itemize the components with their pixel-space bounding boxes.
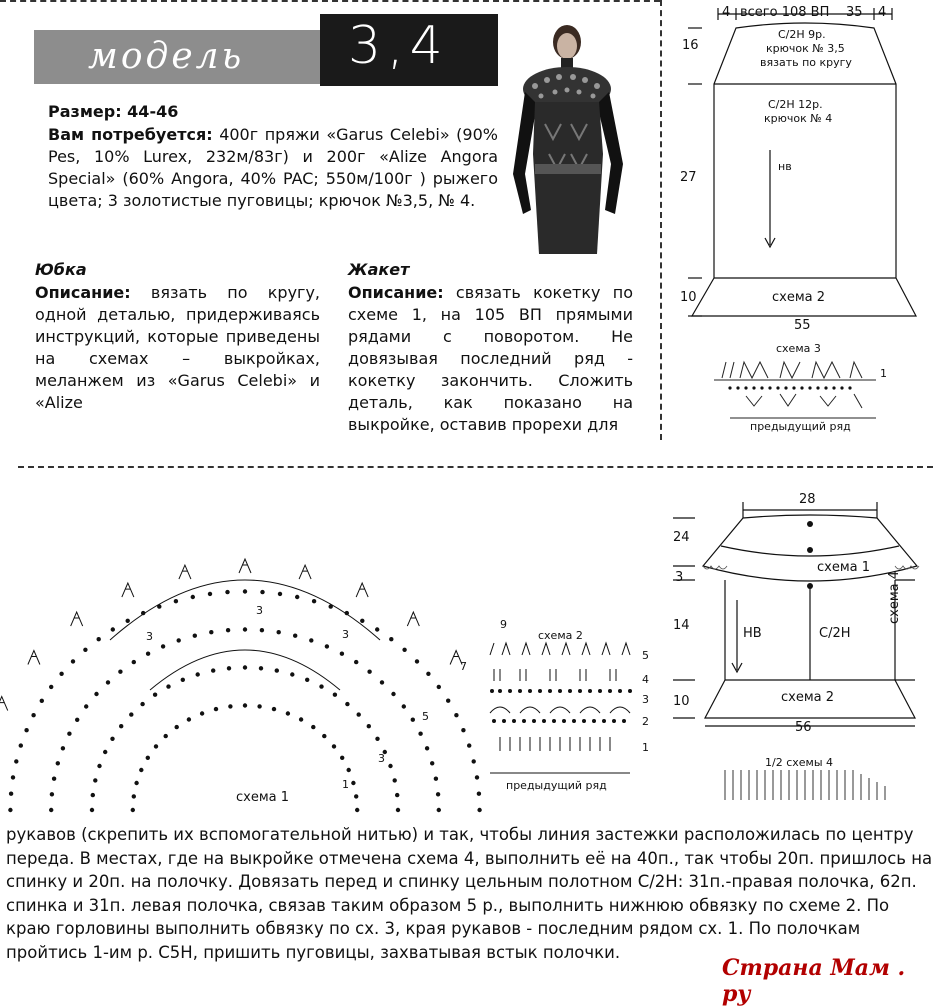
chain-stitch-dot	[475, 775, 479, 779]
chain-stitch-dot	[226, 628, 230, 632]
dc-stitch-fan	[122, 583, 134, 597]
chain-stitch-dot	[295, 595, 299, 599]
chain-stitch-dot	[153, 693, 157, 697]
chain-stitch-dot	[208, 592, 212, 596]
skirt-top-left: 4	[722, 5, 731, 20]
chain-stitch-dot	[418, 732, 422, 736]
jacket-width-56: 56	[795, 720, 812, 735]
chain-stitch-dot	[126, 619, 130, 623]
chain-stitch-dot	[225, 590, 229, 594]
chain-stitch-dot	[103, 750, 107, 754]
jacket-height-3: 3	[675, 570, 684, 585]
chain-stitch-dot	[191, 595, 195, 599]
chain-stitch-dot	[472, 759, 476, 763]
chain-stitch-dot	[319, 684, 323, 688]
chain-stitch-dot	[351, 781, 355, 785]
banner-model-word: модель	[88, 36, 245, 77]
scheme2-row-4: 4	[642, 673, 649, 686]
chain-stitch-dot	[164, 734, 168, 738]
scheme1-inner-3: 3	[342, 628, 349, 641]
chain-stitch-dot	[91, 793, 95, 797]
chain-stitch-dot	[129, 712, 133, 716]
skirt-label-2: крючок № 3,5	[766, 42, 845, 55]
skirt-top-mid: всего 108 ВП	[740, 5, 830, 20]
chain-stitch-dot	[380, 680, 384, 684]
chain-stitch-dot	[425, 746, 429, 750]
chain-stitch-dot	[166, 684, 170, 688]
chain-stitch-dot	[61, 746, 65, 750]
chain-stitch-dot	[259, 666, 263, 670]
chain-stitch-dot	[134, 781, 138, 785]
chain-stitch-dot	[461, 728, 465, 732]
chain-stitch-dot	[243, 627, 247, 631]
chain-stitch-dot	[146, 756, 150, 760]
chain-stitch-dot	[132, 794, 136, 798]
jacket-scheme4: схема 4	[887, 570, 902, 624]
chain-stitch-dot	[209, 630, 213, 634]
chain-stitch-dot	[93, 778, 97, 782]
chain-stitch-dot	[11, 775, 15, 779]
chain-stitch-dot	[360, 619, 364, 623]
chain-stitch-dot	[161, 644, 165, 648]
skirt-pattern-diagram	[670, 0, 938, 445]
chain-stitch-dot	[31, 713, 35, 717]
scheme2-row-2: 2	[642, 715, 649, 728]
scheme1-chart	[0, 480, 507, 810]
chain-stitch-dot	[97, 764, 101, 768]
dc-stitch-fan	[239, 559, 251, 573]
scheme1-row-5: 5	[422, 710, 429, 723]
skirt-prev-row: предыдущий ряд	[750, 420, 851, 433]
chain-stitch-dot	[181, 678, 185, 682]
chain-stitch-dot	[325, 644, 329, 648]
chain-stitch-dot	[293, 634, 297, 638]
chain-stitch-dot	[111, 627, 115, 631]
skirt-height-10: 10	[680, 290, 697, 305]
skirt-nv: нв	[778, 160, 792, 173]
dc-stitch-fan	[71, 612, 83, 626]
jacket-scheme2: схема 2	[781, 690, 835, 705]
skirt-description	[35, 282, 320, 414]
chain-stitch-dot	[278, 592, 282, 596]
chain-stitch-dot	[389, 637, 393, 641]
scheme1-row-3: 3	[378, 752, 385, 765]
site-watermark: Страна Мам . ру	[722, 955, 906, 1007]
chain-stitch-dot	[375, 627, 379, 631]
jacket-c2h: С/2Н	[819, 626, 851, 641]
chain-stitch-dot	[228, 704, 232, 708]
vertical-dashed-line	[660, 0, 662, 440]
chain-stitch-dot	[430, 761, 434, 765]
jacket-description	[348, 282, 633, 436]
chain-stitch-dot	[477, 808, 481, 812]
skirt-label-5: крючок № 4	[764, 112, 833, 125]
skirt-label-4: С/2Н 12р.	[768, 98, 823, 111]
chain-stitch-dot	[154, 744, 158, 748]
skirt-heading: Юбка	[35, 260, 87, 279]
dc-stitch-fan	[299, 565, 311, 579]
chain-stitch-dot	[446, 699, 450, 703]
skirt-scheme3: схема 3	[776, 342, 821, 355]
jacket-desc-text: связать кокетку по схеме 1, на 105 ВП прямыми рядами с поворотом. Не довязывая последний ряд - кокетку закончить. Сложить деталь, как показано на выкройке, оставив прорехи для	[348, 283, 633, 434]
chain-stitch-dot	[94, 692, 98, 696]
chain-stitch-dot	[345, 702, 349, 706]
bottom-instructions: рукавов (скрепить их вспомогательной нитью) и так, чтобы линия застежки расположилась по центру переда. В местах, где на выкройке отмечена схема 4, выполнить её на 40п., так чтобы 20п. пришлось на спинку и 20п. на полочку. Довязать перед и спинку цельным полотном С/2Н: 31п.-правая полочка, 62п. спинка и 31п. левая полочка, связав таким образом 5 р., выполнить нижнюю обвязку по схеме 2. По краю горловины выполнить обвязку по сх. 3, края рукавов - последним рядом сх. 1. По полочкам пройтись 1-им р. С5Н, пришить пуговицы, захватывая встык полочки.	[6, 825, 933, 962]
chain-stitch-dot	[52, 777, 56, 781]
skirt-height-16: 16	[682, 38, 699, 53]
chain-stitch-dot	[175, 725, 179, 729]
skirt-label-1: С/2Н 9р.	[778, 28, 826, 41]
scheme2-prev-row: предыдущий ряд	[506, 779, 607, 792]
chain-stitch-dot	[354, 660, 358, 664]
chain-stitch-dot	[257, 704, 261, 708]
chain-stitch-dot	[49, 808, 53, 812]
scheme1-row-9: 9	[500, 618, 507, 631]
chain-stitch-dot	[340, 756, 344, 760]
chain-stitch-dot	[118, 670, 122, 674]
chain-stitch-dot	[187, 717, 191, 721]
chain-stitch-dot	[227, 666, 231, 670]
scheme1-inner-2: 3	[256, 604, 263, 617]
jacket-scheme1: схема 1	[817, 560, 871, 575]
chain-stitch-dot	[140, 702, 144, 706]
chain-stitch-dot	[110, 737, 114, 741]
chain-stitch-dot	[402, 704, 406, 708]
chain-stitch-dot	[97, 637, 101, 641]
chain-stitch-dot	[139, 768, 143, 772]
chain-stitch-dot	[340, 652, 344, 656]
chain-stitch-dot	[437, 685, 441, 689]
chain-stitch-dot	[277, 630, 281, 634]
top-dashed-line	[0, 0, 660, 3]
materials-label: Вам потребуется:	[48, 125, 213, 144]
chain-stitch-dot	[434, 777, 438, 781]
chain-stitch-dot	[312, 599, 316, 603]
chain-stitch-dot	[426, 672, 430, 676]
jacket-heading: Жакет	[348, 260, 410, 279]
size-info: Размер: 44-46	[48, 102, 179, 121]
chain-stitch-dot	[437, 808, 441, 812]
model-photo	[505, 14, 655, 254]
chain-stitch-dot	[146, 652, 150, 656]
chain-stitch-dot	[391, 692, 395, 696]
jacket-nv: НВ	[743, 626, 762, 641]
scheme1-label: схема 1	[236, 790, 290, 805]
jacket-height-10: 10	[673, 694, 690, 709]
scheme1-row-1: 1	[342, 778, 349, 791]
chain-stitch-dot	[332, 744, 336, 748]
chain-stitch-dot	[357, 712, 361, 716]
chain-stitch-dot	[333, 693, 337, 697]
jacket-height-24: 24	[673, 530, 690, 545]
chain-stitch-dot	[243, 589, 247, 593]
scheme2-row-1: 1	[642, 741, 649, 754]
dc-stitch-fan	[179, 565, 191, 579]
scheme2-chart	[480, 625, 665, 800]
jacket-pattern-diagram	[665, 490, 938, 810]
skirt-scheme3-row: 1	[880, 367, 887, 380]
chain-stitch-dot	[19, 743, 23, 747]
banner-model-number: 3,4	[348, 16, 449, 76]
chain-stitch-dot	[131, 808, 135, 812]
chain-stitch-dot	[388, 764, 392, 768]
chain-stitch-dot	[411, 718, 415, 722]
chain-stitch-dot	[24, 728, 28, 732]
dc-stitch-fan	[28, 650, 40, 664]
skirt-top-right: 4	[878, 5, 887, 20]
chain-stitch-dot	[174, 599, 178, 603]
chain-stitch-dot	[347, 768, 351, 772]
chain-stitch-dot	[436, 792, 440, 796]
chain-stitch-dot	[56, 761, 60, 765]
jacket-desc-label: Описание:	[348, 283, 444, 302]
chain-stitch-dot	[322, 734, 326, 738]
chain-stitch-dot	[71, 659, 75, 663]
jacket-height-14: 14	[673, 618, 690, 633]
chain-stitch-dot	[299, 717, 303, 721]
chain-stitch-dot	[367, 670, 371, 674]
dc-stitch-fan	[356, 583, 368, 597]
chain-stitch-dot	[354, 794, 358, 798]
chain-stitch-dot	[119, 724, 123, 728]
chain-stitch-dot	[305, 678, 309, 682]
scheme1-inner-1: 3	[146, 630, 153, 643]
skirt-top-num: 35	[846, 5, 863, 20]
chain-stitch-dot	[467, 743, 471, 747]
chain-stitch-dot	[243, 665, 247, 669]
jacket-width-28: 28	[799, 492, 816, 507]
skirt-desc-label: Описание:	[35, 283, 131, 302]
materials-paragraph	[48, 124, 498, 212]
chain-stitch-dot	[49, 685, 53, 689]
scheme1-row-7: 7	[460, 660, 467, 673]
chain-stitch-dot	[90, 808, 94, 812]
chain-stitch-dot	[75, 718, 79, 722]
chain-stitch-dot	[395, 793, 399, 797]
middle-dashed-line	[18, 466, 933, 468]
chain-stitch-dot	[8, 808, 12, 812]
chain-stitch-dot	[367, 724, 371, 728]
chain-stitch-dot	[396, 808, 400, 812]
chain-stitch-dot	[243, 703, 247, 707]
skirt-desc-text: вязать по кругу, одной деталью, придерживаясь инструкций, которые приведены на схемах – выкройках, меланжем из «Garus Celebi» и «Alize	[35, 283, 320, 412]
chain-stitch-dot	[59, 672, 63, 676]
chain-stitch-dot	[211, 668, 215, 672]
skirt-height-27: 27	[680, 170, 697, 185]
chain-stitch-dot	[393, 778, 397, 782]
chain-stitch-dot	[83, 648, 87, 652]
chain-stitch-dot	[355, 808, 359, 812]
chain-stitch-dot	[196, 672, 200, 676]
materials-text: 400г пряжи «Garus Celebi» (90% Pes, 10% Lurex, 232м/83г) и 200г «Alize Angora Special» (60% Angora, 40% PAC; 550м/100г ) рыжего цвета; 3 золотистые пуговицы; крючок №3,5, № 4.	[48, 125, 498, 210]
chain-stitch-dot	[309, 638, 313, 642]
chain-stitch-dot	[415, 659, 419, 663]
skirt-label-3: вязать по кругу	[760, 56, 852, 69]
skirt-scheme2: схема 2	[772, 290, 826, 305]
chain-stitch-dot	[454, 713, 458, 717]
chain-stitch-dot	[132, 660, 136, 664]
chain-stitch-dot	[200, 711, 204, 715]
chain-stitch-dot	[14, 759, 18, 763]
dc-stitch-fan	[0, 697, 8, 711]
chain-stitch-dot	[311, 725, 315, 729]
chain-stitch-dot	[67, 732, 71, 736]
chain-stitch-dot	[272, 707, 276, 711]
chain-stitch-dot	[40, 699, 44, 703]
dc-stitch-fan	[407, 612, 419, 626]
skirt-width-55: 55	[794, 318, 811, 333]
chain-stitch-dot	[214, 707, 218, 711]
jacket-half-scheme4: 1/2 схемы 4	[765, 756, 834, 769]
chain-stitch-dot	[275, 668, 279, 672]
chain-stitch-dot	[84, 704, 88, 708]
chain-stitch-dot	[290, 672, 294, 676]
chain-stitch-dot	[193, 634, 197, 638]
chain-stitch-dot	[402, 648, 406, 652]
chain-stitch-dot	[260, 590, 264, 594]
chain-stitch-dot	[106, 680, 110, 684]
chain-stitch-dot	[375, 737, 379, 741]
chain-stitch-dot	[177, 638, 181, 642]
scheme2-row-3: 3	[642, 693, 649, 706]
chain-stitch-dot	[286, 711, 290, 715]
scheme2-label: схема 2	[538, 629, 583, 642]
chain-stitch-dot	[9, 792, 13, 796]
chain-stitch-dot	[50, 792, 54, 796]
chain-stitch-dot	[260, 628, 264, 632]
scheme2-row-5: 5	[642, 649, 649, 662]
